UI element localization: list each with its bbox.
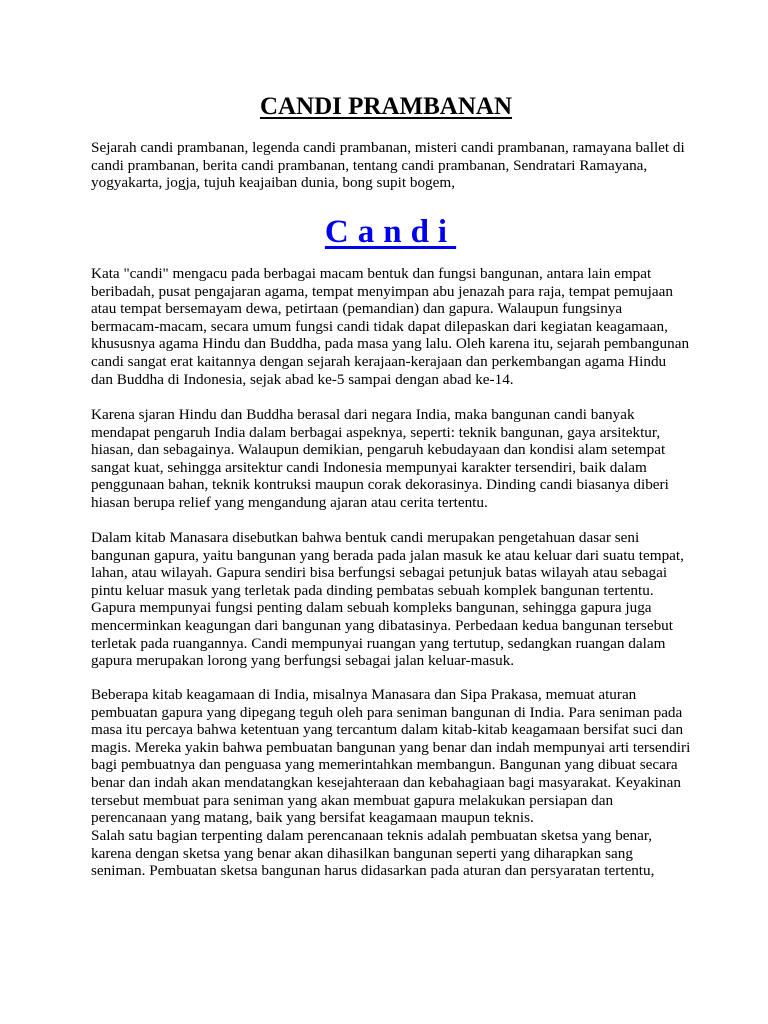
body-paragraph: Kata "candi" mengacu pada berbagai macam bentuk dan fungsi bangunan, antara lain empat beribadah, pusat pengajaran agama, tempat menyimpan abu jenazah para raja, tempat pemujaan atau tempat bersemayam dewa, petirtaan (pemandian) dan gapura. Walaupun fungsinya bermacam-macam, secara umum fungsi candi tidak dapat dilepaskan dari kegiatan keagamaan, khususnya agama Hindu dan Buddha, pada masa yang lalu. Oleh karena itu, sejarah pembangunan candi sangat erat kaitannya dengan sejarah kerajaan-kerajaan dan perkembangan agama Hindu dan Buddha di Indonesia, sejak abad ke-5 sampai dengan abad ke-14. xyxy=(91,265,690,388)
body-paragraph: Beberapa kitab keagamaan di India, misalnya Manasara dan Sipa Prakasa, memuat aturan pembuatan gapura yang dipegang teguh oleh para seniman bangunan di India. Para seniman pada masa itu percaya bahwa ketentuan yang tercantum dalam kitab-kitab keagamaan bersifat suci dan magis. Mereka yakin bahwa pembuatan bangunan yang benar dan indah mempunyai arti tersendiri bagi pembuatnya dan penguasa yang memerintahkan membangun. Bangunan yang dibuat secara benar dan indah akan mendatangkan kesejahteraan dan kebahagiaan bagi masyarakat. Keyakinan tersebut membuat para seniman yang akan membuat gapura melakukan persiapan dan perencanaan yang matang, baik yang bersifat keagamaan maupun teknis. xyxy=(91,686,691,827)
body-paragraph: Salah satu bagian terpenting dalam perencanaan teknis adalah pembuatan sketsa yang benar, karena dengan sketsa yang benar akan dihasilkan bangunan seperti yang diharapkan sang seniman. Pembuatan sketsa bangunan harus didasarkan pada aturan dan persyaratan tertentu, xyxy=(91,827,655,880)
page-title: CANDI PRAMBANAN xyxy=(259,93,513,120)
body-paragraph: Dalam kitab Manasara disebutkan bahwa bentuk candi merupakan pengetahuan dasar seni bangunan gapura, yaitu bangunan yang berada pada jalan masuk ke atau keluar dari suatu tempat, lahan, atau wilayah. Gapura sendiri bisa berfungsi sebagai petunjuk batas wilayah atau sebagai pintu keluar masuk yang terletak pada dinding pembatas sebuah komplek bangunan tertentu. Gapura mempunyai fungsi penting dalam sebuah kompleks bangunan, sehingga gapura juga mencerminkan keagungan dari bangunan yang dibatasinya. Perbedaan kedua bangunan tersebut terletak pada ruangannya. Candi mempunyai ruangan yang tertutup, sedangkan ruangan dalam gapura merupakan lorong yang berfungsi sebagai jalan keluar-masuk. xyxy=(91,529,684,670)
intro-keywords: Sejarah candi prambanan, legenda candi prambanan, misteri candi prambanan, ramayana ballet di candi prambanan, berita candi prambanan, tentang candi prambanan, Sendratari Ramayana, yogyakarta, jogja, tujuh keajaiban dunia, bong supit bogem, xyxy=(91,139,685,192)
section-heading-link[interactable]: Candi xyxy=(324,214,457,250)
body-paragraph: Karena sjaran Hindu dan Buddha berasal dari negara India, maka bangunan candi banyak mendapat pengaruh India dalam berbagai aspeknya, seperti: teknik bangunan, gaya arsitektur, hiasan, dan sebagainya. Walaupun demikian, pengaruh kebudayaan dan kondisi alam setempat sangat kuat, sehingga arsitektur candi Indonesia mempunyai karakter tersendiri, baik dalam penggunaan bahan, teknik kontruksi maupun corak dekorasinya. Dinding candi biasanya diberi hiasan berupa relief yang mengandung ajaran atau cerita tertentu. xyxy=(91,406,669,511)
